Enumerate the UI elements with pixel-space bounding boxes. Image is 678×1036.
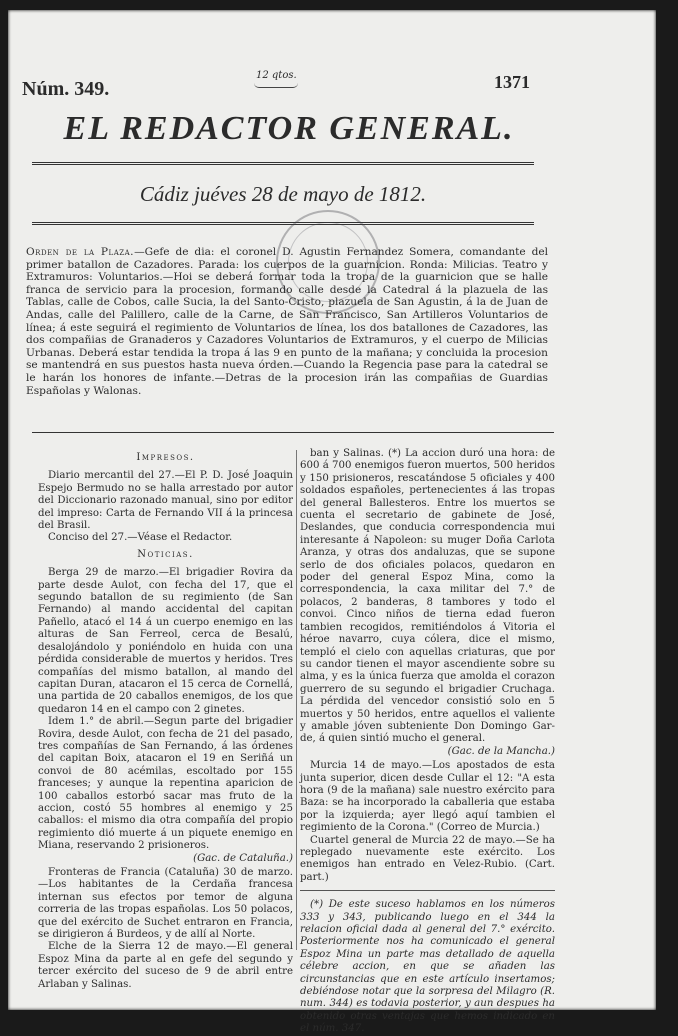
- newspaper-page: [8, 10, 656, 1035]
- masthead-title: EL REDACTOR GENERAL.: [63, 110, 515, 147]
- orden-de-la-plaza: [26, 246, 548, 397]
- masthead-rule-top: [32, 162, 534, 167]
- footnote-rule: [300, 890, 555, 891]
- noticias-heading: Noticias.: [137, 548, 194, 560]
- dateline: Cádiz juéves 28 de mayo de 1812.: [139, 182, 427, 206]
- news-idem: Idem 1.° de abril.—Segun parte del brigadier Rovira, desde Aulot, con fecha de 21 del pasado, tres compañías de San Fernando, á las órdenes del capitan Boix, atacaron el 19 en Seriñá un convoi de 80 acémilas, escoltado por 155 franceses; y aunque la repentina aparicion de 100 caballos estorbó sacar mas fruto de la accion, costó 55 hombres al enemigo y 25 caballos: el mismo dia otra compañía del propio regimiento dió muerte á un piquete enemigo en Miana, reservando 2 prisioneros.: [38, 716, 293, 852]
- news-cuartel: Cuartel general de Murcia 22 de mayo.—Se ha replegado nuevamente este exército. Los enemigos han entrado en Velez-Rubio. (Cart. part.): [300, 834, 555, 883]
- news-elche: Elche de la Sierra 12 de mayo.—El general Espoz Mina da parte al en gefe del segundo y tercer exército del suceso de 9 de abril entre Arlaban y Salinas.: [38, 941, 293, 990]
- news-fronteras: Fronteras de Francia (Cataluña) 30 de marzo.—Los habitantes de la Cerdaña francesa internan sus efectos por temor de alguna correria de las tropas españolas. Los 50 polacos, que del exército de Suchet entraron en Francia, se dirigieron á Burdeos, y de allí al Norte.: [38, 867, 293, 941]
- source-gaceta-mancha: (Gac. de la Mancha.): [447, 745, 555, 757]
- news-murcia: Murcia 14 de mayo.—Los apostados de esta junta superior, dicen desde Cullar el 12: "A esta hora (9 de la mañana) sale nuestro exército para Baza: se ha incorporado la caballeria que estaba por la izquierda; ayer llegó aquí tambien el regimiento de la Corona." (Correo de Murcia.): [300, 760, 555, 834]
- footnote: (*) De este suceso hablamos en los números 333 y 343, publicando luego en el 344 la relacion oficial dada al general del 7.° exército. Posteriormente nos ha comunicado el general Espoz Mina un parte mas detallado de aquella célebre accion, en que se añaden las circunstancias que en este artículo insertamos; debiéndose notar que la sorpresa del Milagro (R. num. 344) es todavia posterior, y aun despues ha obtenido otras ventajas que hemos indicado en el núm. 347.: [300, 899, 555, 1035]
- left-column: [38, 448, 293, 991]
- impresos-item-1: Diario mercantil del 27.—El P. D. José Joaquin Espejo Bermudo no se halla arrestado por autor del Diccionario razonado manual, sino por editor del impreso: Carta de Fernando VII á la princesa del Brasil.: [38, 470, 293, 532]
- price-brace: [254, 83, 298, 88]
- column-divider: [296, 450, 297, 950]
- right-column: [300, 448, 555, 1036]
- impresos-item-2: Conciso del 27.—Véase el Redactor.: [48, 532, 233, 544]
- orden-text: —Gefe de dia: el coronel D. Agustin Fernandez Somera, comandante del primer batallon de Cazadores. Parada: los cuerpos de la guarnicion. Ronda: Milicias. Teatro y Extramuros: Voluntarios.—Hoi se deberá formar toda la tropa de la guarnicion que se halle franca de servicio para la procesion, formando calle desde la Catedral á la plazuela de las Tablas, calle de Cobos, calle Sucia, la del Santo-Cristo, plazuela de San Agustin, á la de Juan de Andas, calle del Palillero, calle de la Carne, de San Francisco, San Artilleros Voluntarios de línea; á este seguirá el regimiento de Voluntarios de línea, los dos batallones de Cazadores, las dos compañias de Granaderos y Cazadores Voluntarios de Extramuros, y el cuerpo de Milicias Urbanas. Deberá estar tendida la tropa á las 9 en punto de la mañana; y concluida la procesion se mantendrá en sus puestos hasta nueva órden.—Cuando la Regencia pase para la catedral se le harán los honores de infante.—Detras de la procesion irán las compañias de Guardias Españolas y Walonas.: [26, 246, 549, 397]
- orden-lead: Orden de la Plaza.: [26, 246, 135, 258]
- masthead-rule-bottom: [32, 222, 534, 227]
- page-number: 1371: [494, 72, 530, 92]
- section-rule: [32, 432, 554, 433]
- source-gaceta-cataluna: (Gac. de Cataluña.): [193, 852, 293, 864]
- news-continuation: ban y Salinas. (*) La accion duró una hora: de 600 á 700 enemigos fueron muertos, 500 heridos y 150 prisioneros, rescatándose 5 oficiales y 400 soldados españoles, pertenecientes á las tropas del general Ballesteros. Entre los muertos se cuenta el secretario de gabinete de José, Deslandes, que conducia correspondencia mui interesante á Napoleon: su muger Doña Carlota Aranza, y otras dos andaluzas, que se supone serlo de dos oficiales polacos, quedaron en poder del general Espoz Mina, como la correspondencia, la caxa militar del 7.° de polacos, 2 banderas, 8 tambores y todo el convoi. Cinco niños de tierna edad fueron tambien recogidos, remitiéndolos á Vitoria el héroe navarro, cuya cólera, dice el mismo, templó el cielo con aquellas criaturas, que por su candor tienen el mayor ascendiente sobre su alma, y es la única fuerza que amolda el corazon guerrero de su segundo el brigadier Cruchaga. La pérdida del vencedor consistió solo en 5 muertos y 50 heridos, entre aquellos el valiente y amable jóven subteniente Don Domingo Gar-de, á quien sintió mucho el general.: [300, 448, 555, 745]
- issue-price: 12 qtos.: [256, 70, 297, 81]
- impresos-heading: Impresos.: [136, 452, 195, 463]
- issue-number: Núm. 349.: [22, 78, 110, 100]
- news-berga: Berga 29 de marzo.—El brigadier Rovira da parte desde Aulot, con fecha del 17, que el segundo batallon de su regimiento (de San Fernando) al mando accidental del capitan Pañello, atacó el 14 á un cuerpo enemigo en las alturas de San Ferreol, cerca de Besalú, desalojándolo y poniéndolo en huida con una pérdida considerable de muertos y heridos. Tres compañías del mismo batallon, al mando del capitan Duran, atacaron el 15 cerca de Cornellá, una partida de 20 caballos enemigos, de los que quedaron 14 en el campo con 2 ginetes.: [38, 567, 293, 715]
